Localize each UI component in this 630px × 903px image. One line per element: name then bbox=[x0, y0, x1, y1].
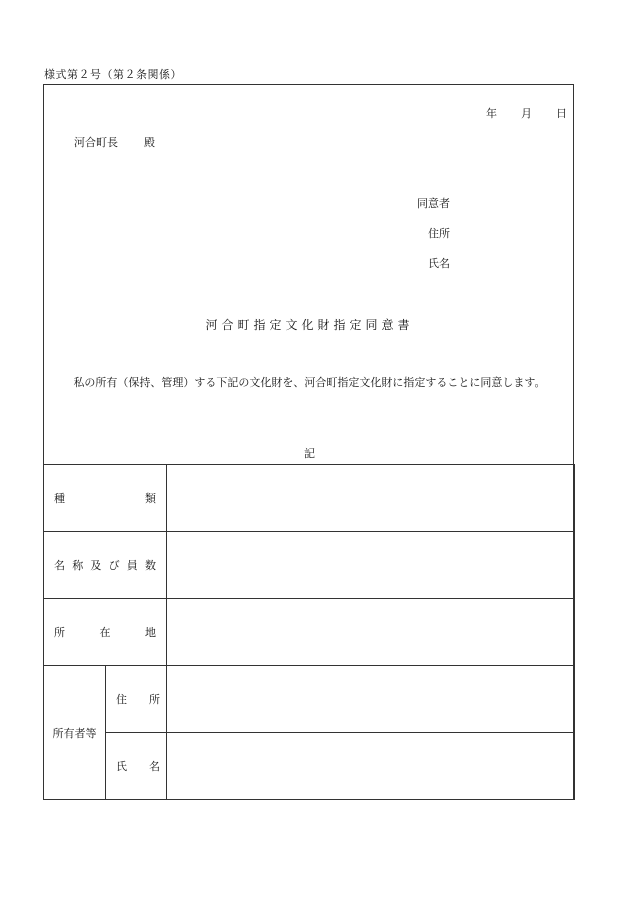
owner-address-value-cell[interactable] bbox=[167, 666, 575, 733]
table-row-kind bbox=[44, 465, 575, 532]
owner-name-label bbox=[106, 733, 167, 800]
kind-label bbox=[44, 465, 167, 532]
owner-address-char: 所 bbox=[149, 693, 160, 706]
name-count-char: 及 bbox=[90, 559, 102, 572]
location-char: 所 bbox=[54, 626, 65, 639]
name-count-value-cell[interactable] bbox=[167, 532, 575, 599]
name-count-char: 称 bbox=[72, 559, 84, 572]
name-count-char: 員 bbox=[126, 559, 138, 572]
ki-heading: 記 bbox=[304, 447, 315, 460]
kind-char: 種 bbox=[54, 492, 65, 505]
date-day: 日 bbox=[556, 107, 567, 120]
form-frame bbox=[43, 84, 574, 800]
owner-name-char: 名 bbox=[149, 760, 160, 773]
consenter-label: 同意者 bbox=[417, 197, 450, 210]
location-char: 地 bbox=[145, 626, 156, 639]
owner-address-label bbox=[106, 666, 167, 733]
location-label bbox=[44, 599, 167, 666]
location-value-cell[interactable] bbox=[167, 599, 575, 666]
owner-label: 所有者等 bbox=[44, 666, 106, 800]
addressee-honorific: 殿 bbox=[144, 136, 155, 149]
owner-name-char: 氏 bbox=[116, 760, 127, 773]
details-table bbox=[43, 464, 575, 800]
date-line bbox=[486, 105, 567, 121]
document-title: 河合町指定文化財指定同意書 bbox=[205, 318, 414, 332]
date-year: 年 bbox=[486, 107, 497, 120]
date-month: 月 bbox=[521, 107, 532, 120]
kind-value-cell[interactable] bbox=[167, 465, 575, 532]
name-count-char: び bbox=[108, 559, 120, 572]
form-number: 様式第２号（第２条関係） bbox=[44, 68, 182, 81]
consenter-name-label: 氏名 bbox=[428, 257, 450, 270]
table-row-name-count bbox=[44, 532, 575, 599]
name-count-char: 数 bbox=[144, 559, 156, 572]
consent-statement: 私の所有（保持、管理）する下記の文化財を、河合町指定文化財に指定することに同意します。 bbox=[73, 376, 546, 389]
owner-address-char: 住 bbox=[116, 693, 127, 706]
kind-char: 類 bbox=[145, 492, 156, 505]
name-count-char: 名 bbox=[54, 559, 65, 572]
consenter-address-label: 住所 bbox=[428, 227, 450, 240]
table-row-owner-address bbox=[44, 666, 575, 733]
owner-name-value-cell[interactable] bbox=[167, 733, 575, 800]
name-count-label bbox=[44, 532, 167, 599]
addressee bbox=[74, 134, 155, 150]
table-row-location bbox=[44, 599, 575, 666]
addressee-name: 河合町長 bbox=[74, 136, 118, 149]
table-row-owner-name bbox=[44, 733, 575, 800]
location-char: 在 bbox=[99, 626, 111, 639]
